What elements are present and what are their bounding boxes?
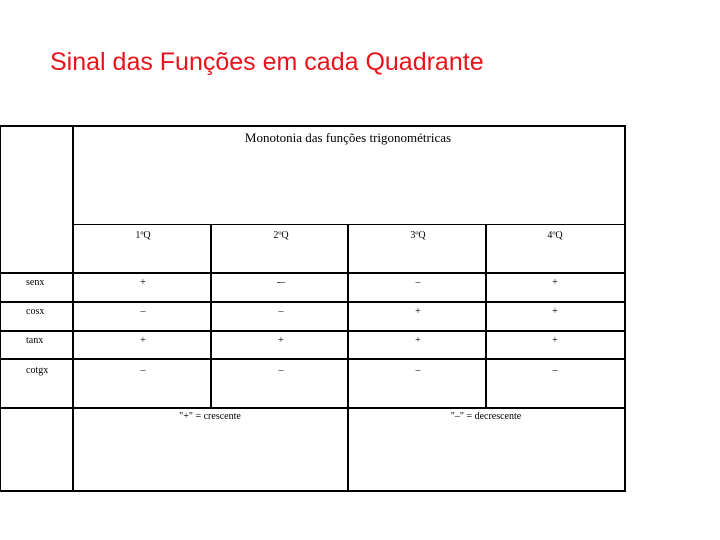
table-border (0, 490, 626, 492)
legend-decrescente: "–" = decrescente (450, 411, 522, 422)
table-border (0, 272, 626, 274)
header-1q: 1ºQ (135, 230, 151, 241)
header-4q: 4ºQ (547, 230, 563, 241)
cell-cos-2q: – (278, 306, 284, 317)
header-3q: 3ºQ (410, 230, 426, 241)
table-border (210, 224, 212, 408)
table-border (0, 125, 1, 492)
cell-cotg-3q: – (415, 365, 421, 376)
cell-sen-3q: – (415, 277, 421, 288)
table-border (0, 358, 626, 360)
table-border (0, 407, 626, 409)
cell-sen-4q: + (552, 277, 558, 288)
table-border (0, 125, 626, 127)
cell-tan-3q: + (415, 335, 421, 346)
cell-cos-3q: + (415, 306, 421, 317)
table-border (347, 224, 349, 492)
table-border (485, 224, 487, 408)
cell-cotg-4q: – (552, 365, 558, 376)
cell-cos-1q: – (140, 306, 146, 317)
row-label-cos: cosx (26, 306, 45, 317)
table-border (0, 301, 626, 303)
cell-cotg-1q: – (140, 365, 146, 376)
row-label-tan: tanx (26, 335, 44, 346)
table-border (73, 224, 626, 225)
cell-cos-4q: + (552, 306, 558, 317)
cell-tan-4q: + (552, 335, 558, 346)
cell-cotg-2q: – (278, 365, 284, 376)
legend-crescente: "+" = crescente (179, 411, 241, 422)
table-border (624, 125, 626, 492)
slide-title: Sinal das Funções em cada Quadrante (50, 48, 484, 76)
cell-sen-2q: -– (276, 277, 286, 288)
table-border (72, 125, 74, 492)
table-title: Monotonia das funções trigonométricas (244, 130, 452, 145)
table-border (0, 330, 626, 332)
cell-sen-1q: + (140, 277, 146, 288)
row-label-cotg: cotgx (26, 365, 49, 376)
cell-tan-2q: + (278, 335, 284, 346)
monotonia-table (0, 125, 626, 492)
row-label-sen: senx (26, 277, 45, 288)
cell-tan-1q: + (140, 335, 146, 346)
header-2q: 2ºQ (273, 230, 289, 241)
